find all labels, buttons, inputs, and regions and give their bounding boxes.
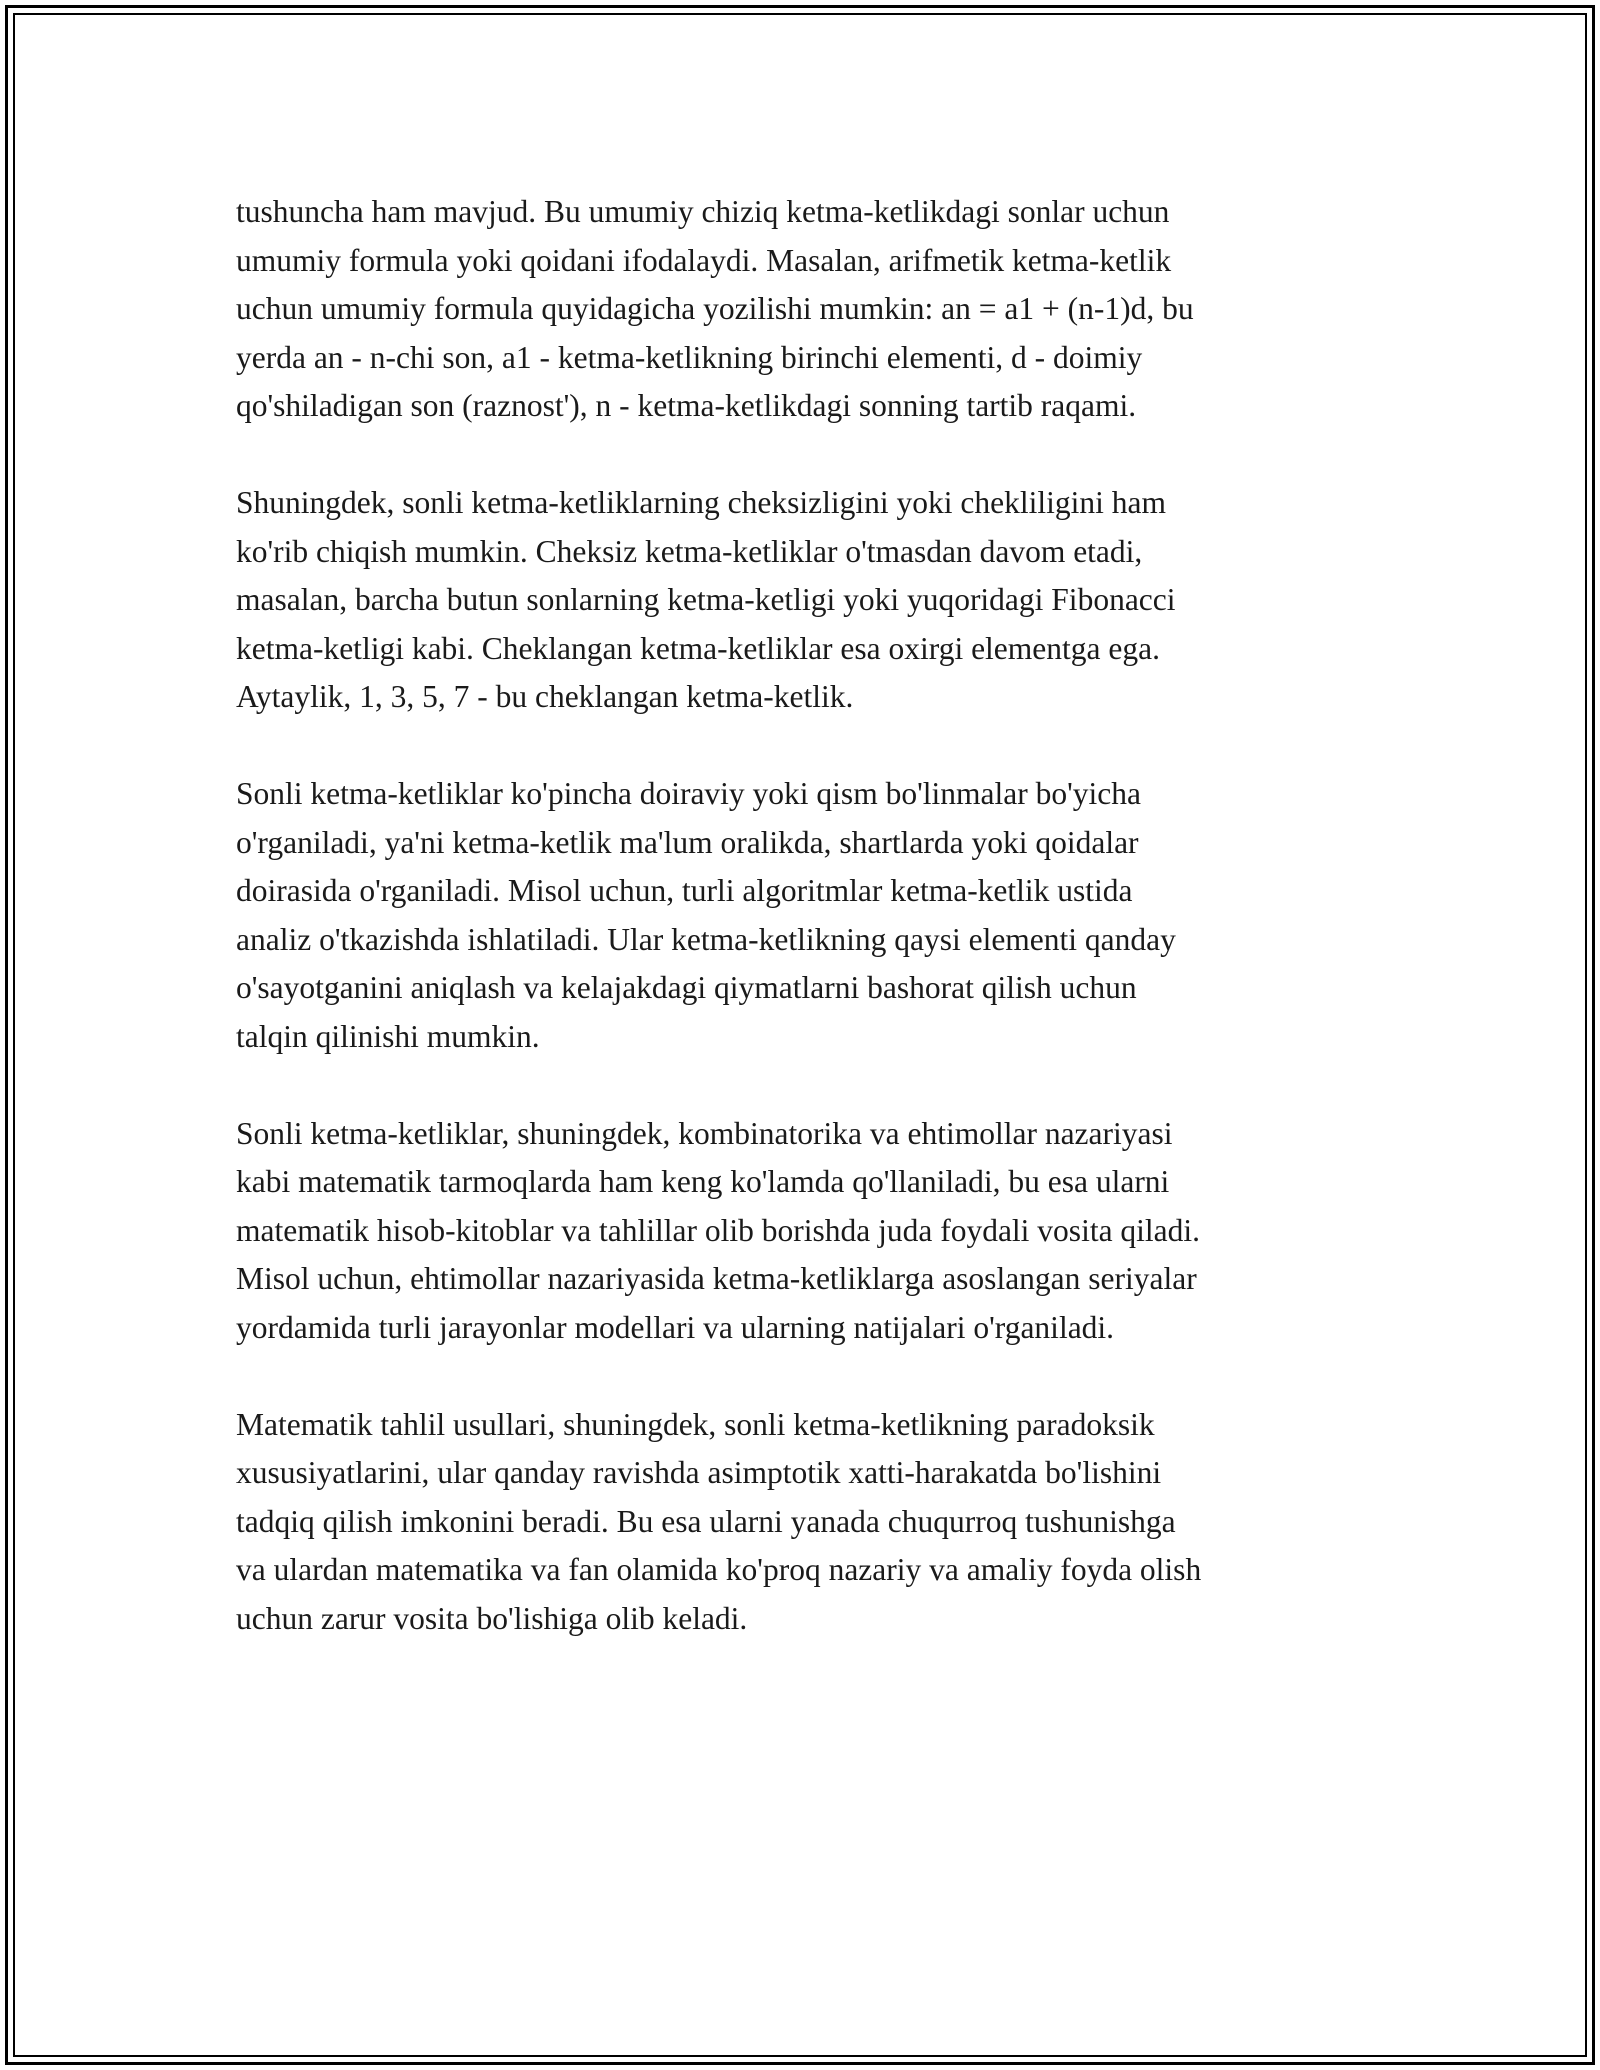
text-line: analiz o'tkazishda ishlatiladi. Ular ketma-ketlikning qaysi elementi qanday [236, 921, 1176, 957]
paragraph-5 [236, 1401, 1386, 1644]
paragraph-2 [236, 479, 1386, 722]
document-body [236, 188, 1386, 1692]
text-line: o'rganiladi, ya'ni ketma-ketlik ma'lum oralikda, shartlarda yoki qoidalar [236, 824, 1139, 860]
text-line: Shuningdek, sonli ketma-ketliklarning cheksizligini yoki chekliligini ham [236, 485, 1166, 520]
text-line: talqin qilinishi mumkin. [236, 1018, 540, 1054]
paragraph-1 [236, 188, 1386, 431]
text-line: qo'shiladigan son (raznost'), n - ketma-ketlikdagi sonning tartib raqami. [236, 388, 1137, 423]
text-line: matematik hisob-kitoblar va tahlillar olib borishda juda foydali vosita qiladi. [236, 1212, 1201, 1248]
text-line: Matematik tahlil usullari, shuningdek, sonli ketma-ketlikning paradoksik [236, 1406, 1155, 1442]
text-line: Sonli ketma-ketliklar ko'pincha doiraviy yoki qism bo'linmalar bo'yicha [236, 776, 1141, 811]
text-line: tadqiq qilish imkonini beradi. Bu esa ularni yanada chuqurroq tushunishga [236, 1503, 1176, 1539]
text-line: kabi matematik tarmoqlarda ham keng ko'lamda qo'llaniladi, bu esa ularni [236, 1164, 1170, 1199]
paragraph-3 [236, 770, 1386, 1061]
text-line: o'sayotganini aniqlash va kelajakdagi qiymatlarni bashorat qilish uchun [236, 970, 1137, 1005]
paragraph-4 [236, 1110, 1386, 1353]
text-line: masalan, barcha butun sonlarning ketma-ketligi yoki yuqoridagi Fibonacci [236, 582, 1176, 617]
text-line: xususiyatlarini, ular qanday ravishda asimptotik xatti-harakatda bo'lishini [236, 1455, 1162, 1490]
text-line: tushuncha ham mavjud. Bu umumiy chiziq ketma-ketlikdagi sonlar uchun [236, 194, 1170, 229]
text-line: uchun zarur vosita bo'lishiga olib keladi. [236, 1600, 748, 1636]
text-line: uchun umumiy formula quyidagicha yozilishi mumkin: an = a1 + (n-1)d, bu [236, 291, 1194, 326]
text-line: Misol uchun, ehtimollar nazariyasida ketma-ketliklarga asoslangan seriyalar [236, 1261, 1197, 1296]
text-line: Sonli ketma-ketliklar, shuningdek, kombinatorika va ehtimollar nazariyasi [236, 1115, 1173, 1151]
text-line: Aytaylik, 1, 3, 5, 7 - bu cheklangan ketma-ketlik. [236, 679, 854, 714]
text-line: yordamida turli jarayonlar modellari va ularning natijalari o'rganiladi. [236, 1309, 1115, 1345]
text-line: umumiy formula yoki qoidani ifodalaydi. Masalan, arifmetik ketma-ketlik [236, 242, 1172, 278]
text-line: ko'rib chiqish mumkin. Cheksiz ketma-ketliklar o'tmasdan davom etadi, [236, 533, 1143, 569]
text-line: yerda an - n-chi son, a1 - ketma-ketlikning birinchi elementi, d - doimiy [236, 339, 1143, 375]
text-line: va ulardan matematika va fan olamida ko'proq nazariy va amaliy foyda olish [236, 1552, 1202, 1587]
text-line: doirasida o'rganiladi. Misol uchun, turli algoritmlar ketma-ketlik ustida [236, 873, 1133, 908]
text-line: ketma-ketligi kabi. Cheklangan ketma-ketliklar esa oxirgi elementga ega. [236, 630, 1160, 666]
